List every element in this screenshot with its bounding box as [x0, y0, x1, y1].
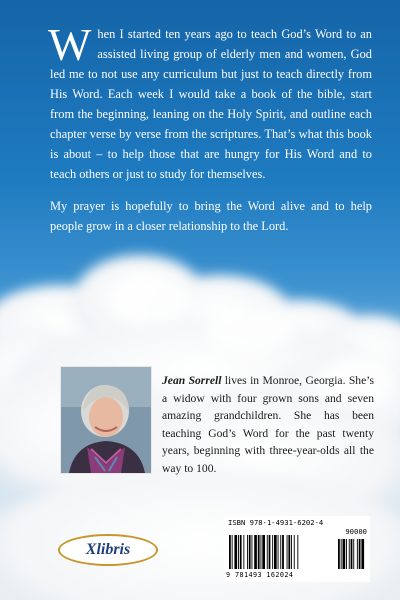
- author-bio-text: lives in Monroe, Georgia. She’s a widow with four grown sons and seven amazing grandchildren. She has been teaching God’s Word for the past twenty years, beginning with three-year-olds all the way to 100.: [162, 374, 374, 475]
- isbn-text: ISBN 978-1-4931-6202-4: [228, 518, 324, 527]
- publisher-logo: [58, 534, 158, 566]
- blurb-paragraph-1-text: hen I started ten years ago to teach God’s Word to an assisted living group of elderly men and women, God led me to not use any curriculum but just to teach directly from His Word. Each week I would take a book of the bible, start from the beginning, leaning on the Holy Spirit, and outline each chapter verse by verse from the scriptures. That’s what this book is about – to help those that are hungry for His Word and to teach others or just to study for themselves.: [50, 27, 372, 181]
- barcode-bars: [228, 535, 366, 571]
- back-cover-blurb: [48, 19, 372, 248]
- drop-cap: W: [48, 19, 92, 70]
- author-photo: [60, 366, 152, 474]
- price-code: 90000: [345, 527, 367, 536]
- author-bio: [162, 372, 374, 477]
- author-name: Jean Sorrell: [162, 374, 222, 387]
- blurb-paragraph-1: [48, 19, 372, 184]
- blurb-paragraph-2: My prayer is hopefully to bring the Word alive and to help people grow in a closer relationship to the Lord.: [50, 199, 372, 233]
- publisher-logo-text: Xlibris: [85, 541, 131, 558]
- isbn-barcode-block: [224, 516, 370, 582]
- author-portrait-image: [61, 367, 151, 473]
- barcode-digits: 9 781493 162024: [226, 571, 294, 579]
